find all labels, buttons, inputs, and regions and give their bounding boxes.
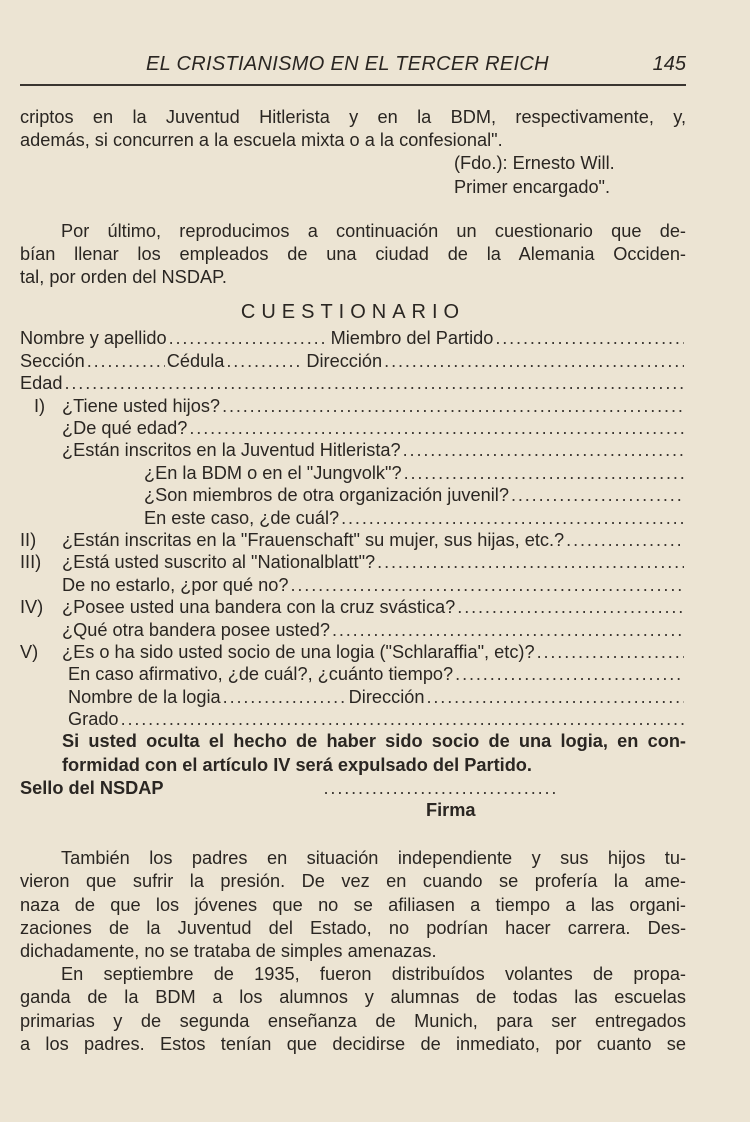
question-1b	[20, 417, 686, 439]
question-1c	[20, 439, 686, 461]
question-number: V)	[20, 641, 39, 662]
body-line: primarias y de segunda enseñanza de Munich, para ser entregados	[20, 1010, 686, 1031]
warning-line: Si usted oculta el hecho de haber sido socio de una logia, en con-	[62, 731, 686, 752]
question-3b	[20, 574, 686, 596]
question-text: En caso afirmativo, ¿de cuál?, ¿cuánto tiempo?	[68, 664, 454, 685]
body-line: además, si concurren a la escuela mixta o a la confesional".	[20, 130, 503, 151]
body-line: Por último, reproducimos a continuación un cuestionario que de-	[61, 220, 686, 241]
body-line: vieron que sufrir la presión. De vez en cuando se profería la ame-	[20, 871, 686, 892]
form-row-edad	[20, 372, 686, 394]
body-line: ganda de la BDM a los alumnos y alumnas de todas las escuelas	[20, 987, 686, 1008]
question-text: Dirección	[348, 686, 425, 707]
field-label: Dirección	[306, 350, 383, 371]
question-number: IV)	[20, 597, 44, 618]
page-number: 145	[652, 53, 686, 75]
question-text: ¿Están inscritos en la Juventud Hitlerista?	[62, 440, 401, 461]
question-5e	[20, 708, 686, 730]
field-label: Nombre y apellido	[20, 328, 167, 349]
question-5c	[20, 686, 686, 708]
running-title: EL CRISTIANISMO EN EL TERCER REICH	[146, 53, 549, 75]
body-line: zaciones de la Juventud del Estado, no podrían hacer carrera. Des-	[20, 917, 686, 938]
question-text: De no estarlo, ¿por qué no?	[62, 574, 289, 595]
question-text: ¿Tiene usted hijos?	[62, 395, 221, 416]
question-text: Grado	[68, 709, 119, 730]
question-1a	[20, 395, 686, 417]
running-header	[20, 50, 686, 86]
body-line: dichadamente, no se trataba de simples amenazas.	[20, 941, 437, 962]
warning-line: formidad con el artículo IV será expulsado del Partido.	[62, 754, 532, 775]
firma-label: Firma	[426, 800, 476, 821]
form-row-seccion	[20, 350, 686, 372]
question-1f	[20, 507, 686, 529]
question-1d	[20, 462, 686, 484]
questionnaire-title: CUESTIONARIO	[240, 301, 466, 324]
field-label: Miembro del Partido	[330, 328, 494, 349]
question-text: Nombre de la logia	[68, 686, 221, 707]
question-5b	[20, 663, 686, 685]
body-line: tal, por orden del NSDAP.	[20, 267, 227, 288]
question-1e	[20, 484, 686, 506]
question-number: II)	[20, 529, 37, 550]
question-number: III)	[20, 552, 42, 573]
body-line: En septiembre de 1935, fueron distribuídos volantes de propa-	[61, 964, 686, 985]
body-line: naza de que los jóvenes que no se afiliasen a tiempo a las organi-	[20, 894, 686, 915]
body-line: a los padres. Estos tenían que decidirse de inmediato, por cuanto se	[20, 1033, 686, 1054]
question-text: ¿Qué otra bandera posee usted?	[62, 619, 330, 640]
question-text: ¿En la BDM o en el "Jungvolk"?	[144, 462, 402, 483]
letter-signature-title: Primer encargado".	[454, 176, 611, 197]
question-text: En este caso, ¿de cuál?	[144, 507, 340, 528]
body-line: bían llenar los empleados de una ciudad de la Alemania Occiden-	[20, 244, 686, 265]
question-text: ¿Es o ha sido usted socio de una logia ("Schlaraffia", etc)?	[62, 641, 535, 662]
question-text: ¿Está usted suscrito al "Nationalblatt"?	[62, 552, 376, 573]
body-line: criptos en la Juventud Hitlerista y en la BDM, respectivamente, y,	[20, 107, 686, 127]
question-text: ¿De qué edad?	[62, 417, 188, 438]
question-number: I)	[34, 395, 46, 416]
page-body	[20, 106, 686, 1056]
field-label: Cédula	[166, 350, 225, 371]
question-text: ¿Son miembros de otra organización juvenil?	[144, 485, 509, 506]
question-4a	[20, 596, 686, 618]
question-3a	[20, 551, 686, 573]
field-label: Sección	[20, 350, 85, 371]
sello-row	[20, 777, 686, 799]
form-row-nombre	[20, 327, 686, 349]
question-4b	[20, 619, 686, 641]
sello-label: Sello del NSDAP	[20, 777, 164, 798]
question-2	[20, 529, 686, 551]
body-line: También los padres en situación independiente y sus hijos tu-	[61, 848, 686, 869]
letter-signature: (Fdo.): Ernesto Will.	[454, 153, 615, 174]
question-text: ¿Están inscritas en la "Frauenschaft" su mujer, sus hijas, etc.?	[62, 529, 565, 550]
field-label: Edad	[20, 373, 63, 394]
question-text: ¿Posee usted una bandera con la cruz svástica?	[62, 597, 456, 618]
question-5a	[20, 641, 686, 663]
